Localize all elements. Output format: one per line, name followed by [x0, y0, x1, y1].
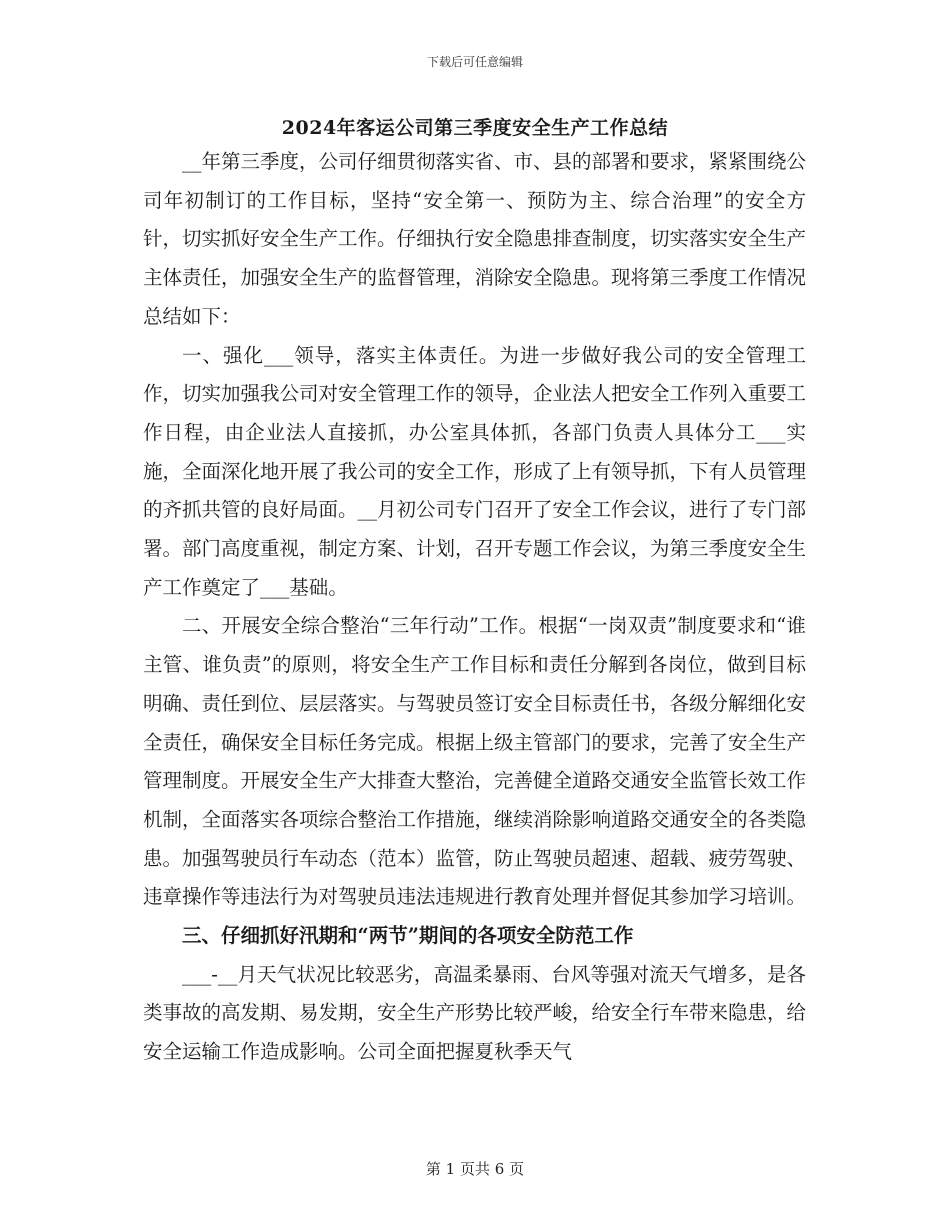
page-number-footer: 第 1 页共 6 页: [425, 1160, 525, 1178]
section-two-paragraph: 二、开展安全综合整治“三年行动”工作。根据“一岗双责”制度要求和“谁主管、谁负责”的原则，将安全生产工作目标和责任分解到各岗位，做到目标明确、责任到位、层层落实。与驾驶员签订安全目标责任书，各级分解细化安全责任，确保安全目标任务完成。根据上级主管部门的要求，完善了安全生产管理制度。开展安全生产大排查大整治，完善健全道路交通安全监管长效工作机制，全面落实各项综合整治工作措施，继续消除影响道路交通安全的各类隐患。加强驾驶员行车动态（范本）监管，防止驾驶员超速、超载、疲劳驾驶、违章操作等违法行为对驾驶员违法违规进行教育处理并督促其参加学习培训。: [143, 614, 807, 909]
document-body: [143, 143, 806, 1072]
header-note: 下载后可任意编辑: [426, 55, 523, 69]
section-three-heading: 三、仔细抓好汛期和“两节”期间的各项安全防范工作: [182, 924, 634, 948]
section-one-paragraph: 一、强化___领导，落实主体责任。为进一步做好我公司的安全管理工作，切实加强我公司对安全管理工作的领导，企业法人把安全工作列入重要工作日程，由企业法人直接抓，办公室具体抓，各部门负责人具体分工___实施，全面深化地开展了我公司的安全工作，形成了上有领导抓，下有人员管理的齐抓共管的良好局面。__月初公司专门召开了安全工作会议，进行了专门部署。部门高度重视，制定方案、计划，召开专题工作会议，为第三季度安全生产工作奠定了___基础。: [143, 343, 807, 599]
document-title: 2024年客运公司第三季度安全生产工作总结: [281, 117, 669, 139]
intro-paragraph: __年第三季度，公司仔细贯彻落实省、市、县的部署和要求，紧紧围绕公司年初制订的工作目标，坚持“安全第一、预防为主、综合治理”的安全方针，切实抓好安全生产工作。仔细执行安全隐患排查制度，切实落实安全生产主体责任，加强安全生产的监督管理，消除安全隐患。现将第三季度工作情况总结如下：: [143, 150, 807, 328]
section-three-paragraph: ___-__月天气状况比较恶劣，高温柔暴雨、台风等强对流天气增多，是各类事故的高发期、易发期，安全生产形势比较严峻，给安全行车带来隐患，给安全运输工作造成影响。公司全面把握夏秋季天气: [143, 962, 807, 1064]
